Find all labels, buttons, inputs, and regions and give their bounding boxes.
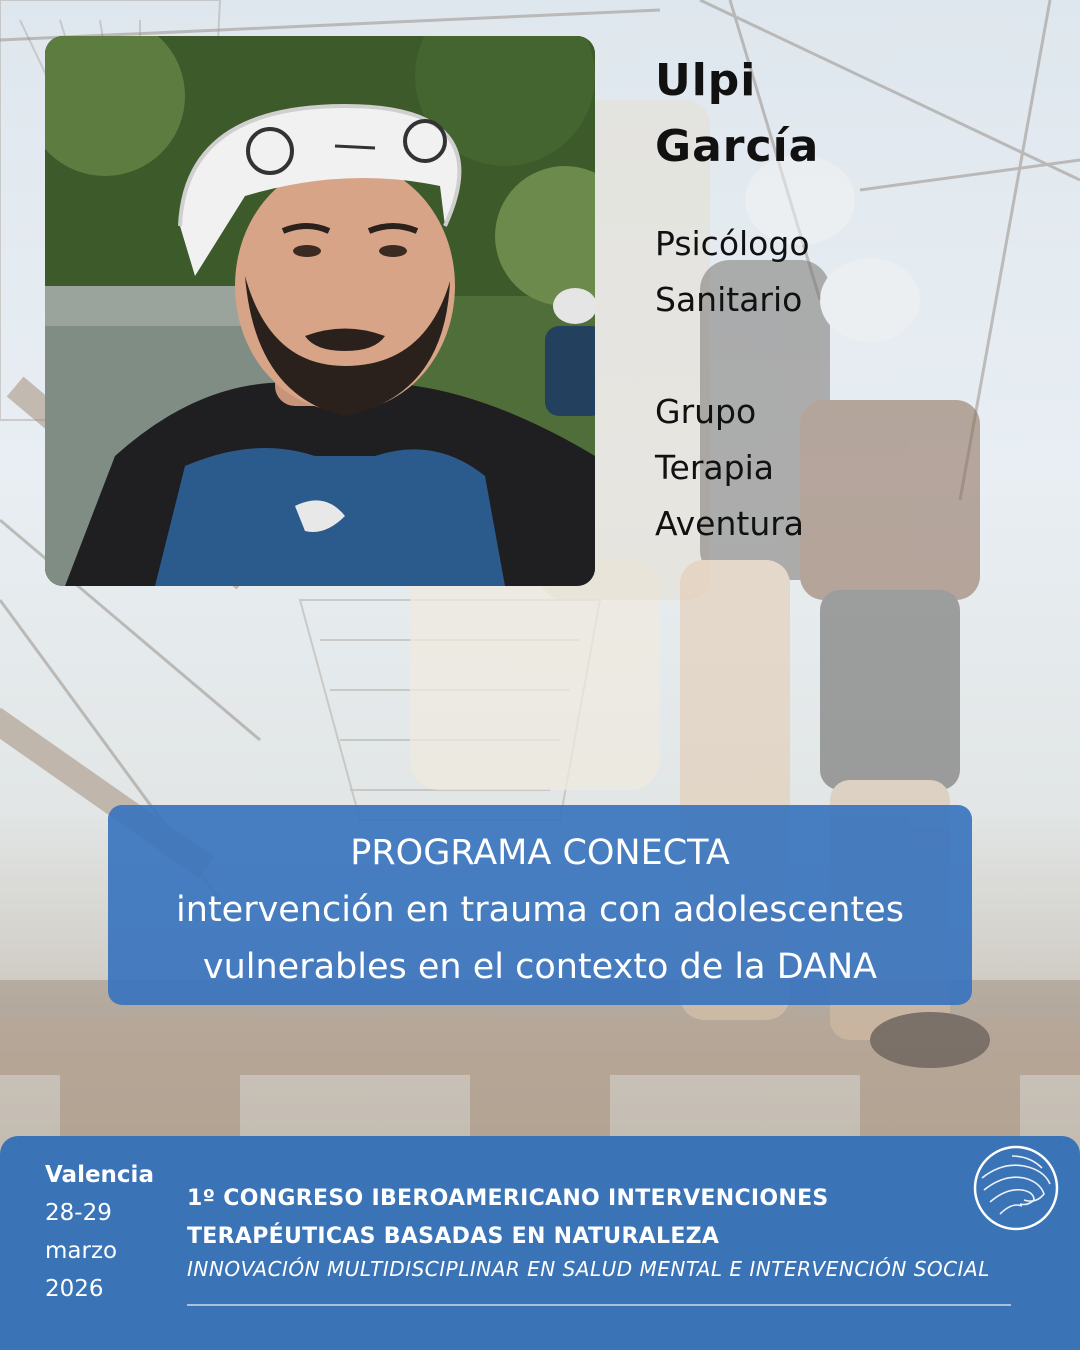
event-city: Valencia — [45, 1162, 154, 1188]
congress-title-line: 1º CONGRESO IBEROAMERICANO INTERVENCIONES — [187, 1186, 829, 1211]
congress-title-line: TERAPÉUTICAS BASADAS EN NATURALEZA — [187, 1224, 720, 1249]
talk-title-line: vulnerables en el contexto de la DANA — [202, 947, 878, 987]
event-date-days: 28-29 — [45, 1200, 112, 1226]
event-date — [45, 1194, 117, 1308]
speaker-role-line: Sanitario — [655, 280, 803, 319]
speaker-role — [655, 216, 810, 328]
event-date-month: marzo — [45, 1238, 118, 1264]
event-footer — [0, 1136, 1080, 1350]
event-date-year: 2026 — [45, 1276, 104, 1302]
speaker-first-name: Ulpi — [655, 55, 757, 106]
talk-title-line: PROGRAMA CONECTA — [350, 833, 730, 873]
divider — [187, 1304, 1011, 1306]
speaker-group-line: Terapia — [655, 448, 774, 487]
congress-title — [187, 1180, 829, 1256]
topographic-logo-icon — [972, 1144, 1060, 1232]
speaker-group-line: Aventura — [655, 504, 805, 543]
talk-title-line: intervención en trauma con adolescentes — [176, 890, 904, 930]
speaker-group-line: Grupo — [655, 392, 757, 431]
speaker-role-line: Psicólogo — [655, 224, 810, 263]
speaker-last-name: García — [655, 121, 820, 172]
speaker-name — [655, 48, 819, 180]
congress-tagline: INNOVACIÓN MULTIDISCIPLINAR EN SALUD MENTAL E INTERVENCIÓN SOCIAL — [187, 1257, 990, 1281]
speaker-group — [655, 384, 804, 552]
talk-title-banner — [108, 805, 972, 1005]
speaker-photo — [45, 36, 595, 586]
